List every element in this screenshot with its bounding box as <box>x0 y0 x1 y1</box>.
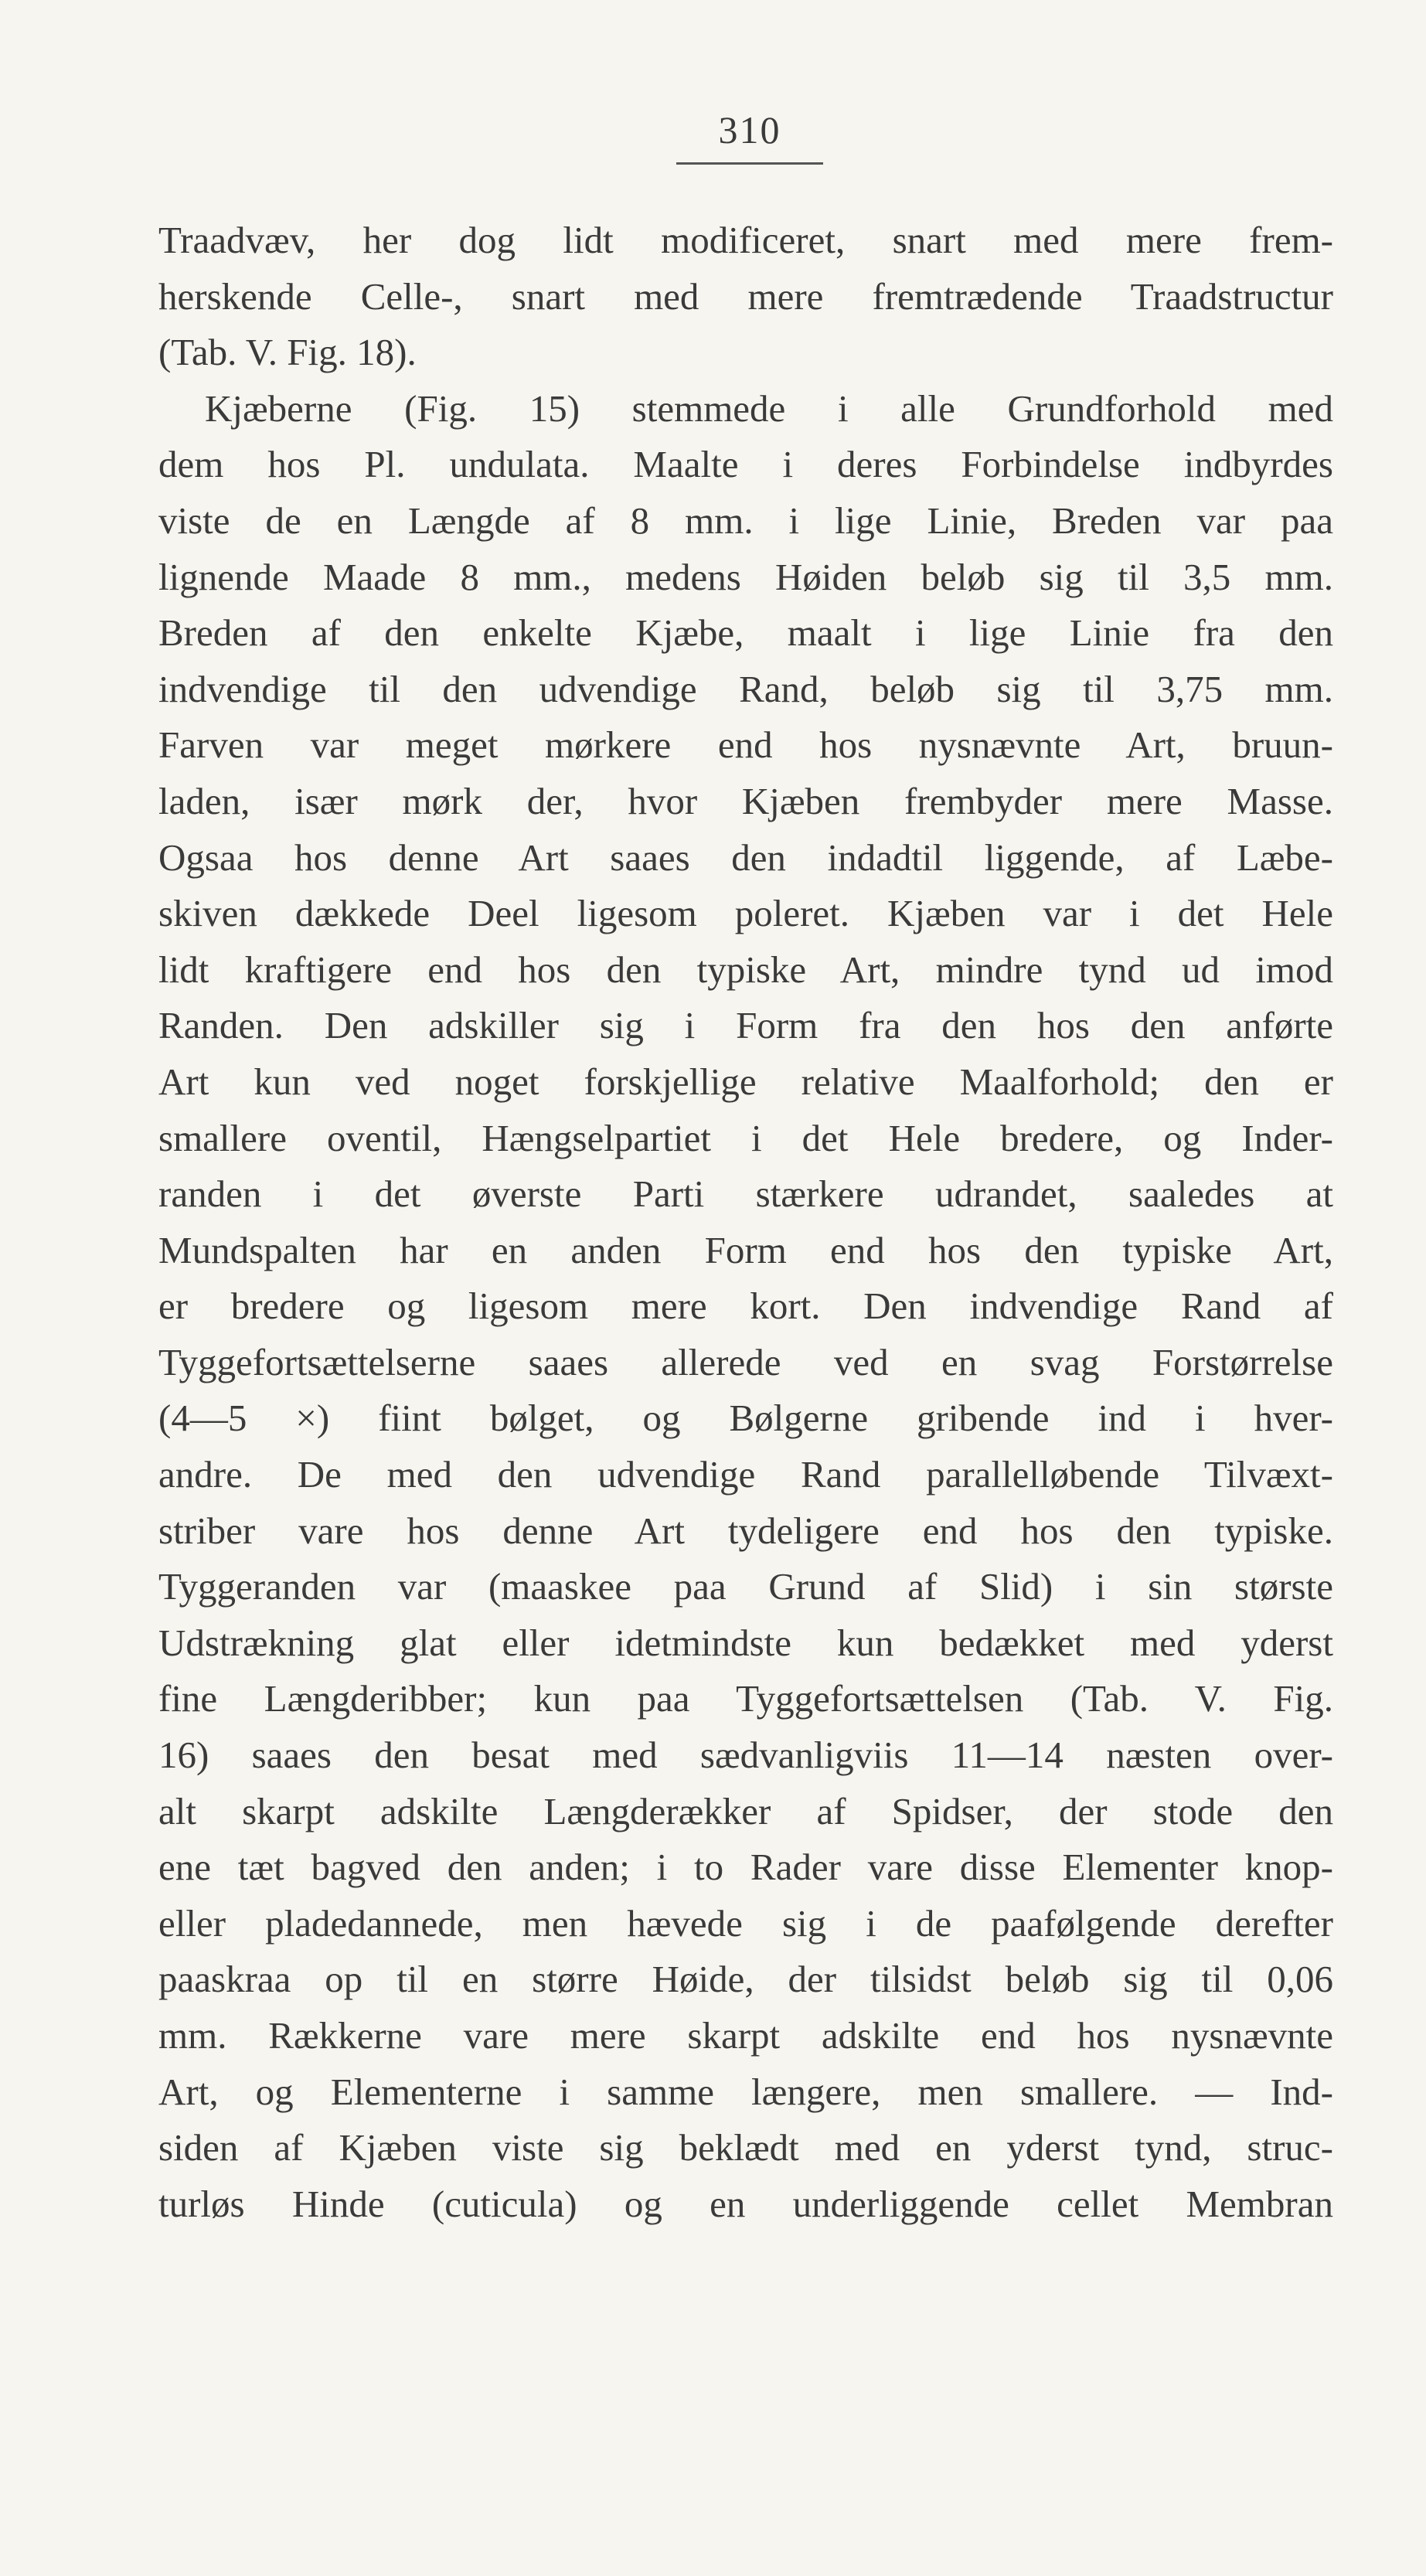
text-line: lignende Maade 8 mm., medens Høiden beløb sig til 3,5 mm. <box>158 555 1333 598</box>
text-line: turløs Hinde (cuticula) og en underliggende cellet Membran <box>158 2182 1333 2225</box>
body-text <box>158 213 1333 2232</box>
text-line: smallere oventil, Hængselpartiet i det Hele bredere, og Inder- <box>158 1116 1333 1159</box>
text-line: (Tab. V. Fig. 18). <box>158 331 417 374</box>
text-line: indvendige til den udvendige Rand, beløb sig til 3,75 mm. <box>158 667 1333 710</box>
text-line: mm. Rækkerne vare mere skarpt adskilte end hos nysnævnte <box>158 2014 1333 2057</box>
text-line: Udstrækning glat eller idetmindste kun bedækket med yderst <box>158 1621 1333 1664</box>
text-line: Traadvæv, her dog lidt modificeret, snart med mere frem- <box>158 219 1333 261</box>
text-line: siden af Kjæben viste sig beklædt med en yderst tynd, struc- <box>158 2126 1333 2169</box>
text-line: Art, og Elementerne i samme længere, men smallere. — Ind- <box>158 2070 1333 2113</box>
text-line: Breden af den enkelte Kjæbe, maalt i lige Linie fra den <box>158 611 1333 655</box>
page-number: 310 <box>718 108 781 151</box>
text-line: Mundspalten har en anden Form end hos den typiske Art, <box>158 1228 1333 1271</box>
text-line: Kjæberne (Fig. 15) stemmede i alle Grundforhold med <box>205 386 1333 430</box>
text-line: paaskraa op til en større Høide, der tilsidst beløb sig til 0,06 <box>158 1958 1333 2001</box>
text-line: striber vare hos denne Art tydeligere end hos den typiske. <box>158 1509 1333 1552</box>
text-line: Art kun ved noget forskjellige relative Maalforhold; den er <box>158 1060 1333 1103</box>
text-line: herskende Celle-, snart med mere fremtrædende Traadstructur <box>158 274 1333 318</box>
text-line: lidt kraftigere end hos den typiske Art, mindre tynd ud imod <box>158 948 1333 991</box>
text-line: viste de en Længde af 8 mm. i lige Linie, Breden var paa <box>158 499 1333 542</box>
page-number-rule <box>676 162 823 165</box>
text-line: eller pladedannede, men hævede sig i de paafølgende derefter <box>158 1901 1333 1945</box>
text-line: alt skarpt adskilte Længderækker af Spidser, der stode den <box>158 1789 1333 1832</box>
text-line: Tyggeranden var (maaskee paa Grund af Slid) i sin største <box>158 1565 1333 1608</box>
text-line: andre. De med den udvendige Rand parallelløbende Tilvæxt- <box>158 1453 1333 1496</box>
text-line: ene tæt bagved den anden; i to Rader vare disse Elementer knop- <box>158 1846 1333 1889</box>
text-line: randen i det øverste Parti stærkere udrandet, saaledes at <box>158 1172 1333 1216</box>
text-line: Farven var meget mørkere end hos nysnævnte Art, bruun- <box>158 723 1333 767</box>
text-line: dem hos Pl. undulata. Maalte i deres Forbindelse indbyrdes <box>158 443 1333 486</box>
text-line: fine Længderibber; kun paa Tyggefortsættelsen (Tab. V. Fig. <box>158 1677 1333 1720</box>
text-line: (4—5 ×) fiint bølget, og Bølgerne gribende ind i hver- <box>158 1397 1333 1440</box>
text-line: Randen. Den adskiller sig i Form fra den hos den anførte <box>158 1004 1333 1047</box>
text-line: er bredere og ligesom mere kort. Den indvendige Rand af <box>158 1285 1333 1328</box>
text-line: 16) saaes den besat med sædvanligviis 11—14 næsten over- <box>158 1734 1333 1777</box>
text-line: Ogsaa hos denne Art saaes den indadtil liggende, af Læbe- <box>158 835 1333 879</box>
text-line: skiven dækkede Deel ligesom poleret. Kjæben var i det Hele <box>158 892 1333 935</box>
text-line: Tyggefortsættelserne saaes allerede ved en svag Forstørrelse <box>158 1340 1333 1383</box>
text-line: laden, især mørk der, hvor Kjæben frembyder mere Masse. <box>158 779 1333 822</box>
